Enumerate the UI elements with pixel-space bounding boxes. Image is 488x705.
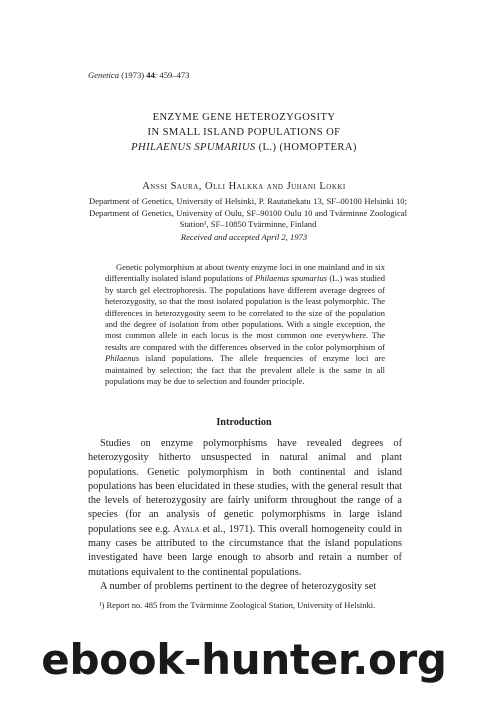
title-species: PHILAENUS SPUMARIUS (131, 142, 256, 153)
journal-name: Genetica (88, 70, 120, 80)
body-text (88, 437, 402, 594)
footnote (88, 600, 402, 612)
journal-citation (88, 70, 189, 80)
journal-year: (1973) (121, 70, 145, 80)
footnote-text: ¹) Report no. 485 from the Tvärminne Zoological Station, University of Helsinki. (99, 600, 376, 610)
paper-title (60, 110, 428, 155)
abstract-text-2: (L.) was studied by starch gel electrophoresis. The populations have different average degrees of heterozygosity, so that the most isolated population is the least polymorphic. The differences in heterozygosity seem to be correlated to the size of the population and the degree of isolation from other populations. With a single exception, the most common allele in each locus is the most common one everywhere. The results are compared with the differences observed in the color polymorphism of (105, 273, 386, 352)
affiliation: Department of Genetics, University of Helsinki, P. Rautatiekatu 13, SF–00100 Helsinki 10; Department of Genetics, University of Oulu, SF–90100 Oulu 10 and Tvärminne Zoological Station¹, SF–10850 Tvärminne, Finland (89, 196, 407, 229)
body-text-1b: et al., 1971). This overall homogeneity could in many cases be attributed to the circumstance that the island populations investigated have been large enough to absorb and retain a number of mutations equivalent to the continental populations. (88, 523, 402, 578)
title-line-3 (60, 140, 428, 155)
body-paragraph-2: A number of problems pertinent to the degree of heterozygosity set (100, 580, 377, 592)
title-line-3-rest: (L.) (HOMOPTERA) (255, 142, 357, 153)
journal-pages: : 459–473 (154, 70, 190, 80)
abstract-genus: Philaenus (105, 353, 139, 364)
abstract-paragraph (105, 262, 385, 387)
body-paragraph-1 (88, 437, 402, 580)
abstract-text-1: Genetic polymorphism at about twenty enzyme loci in one mainland and in six differentially isolated island populations of (105, 262, 385, 284)
citation-author: Ayala (173, 523, 200, 535)
section-heading: Introduction (216, 417, 272, 428)
journal-volume: 44 (146, 70, 155, 80)
received-date: Received and accepted April 2, 1973 (180, 232, 308, 242)
body-text-1a: Studies on enzyme polymorphisms have revealed degrees of heterozygosity hitherto unsuspected in natural animal and plant populations. Genetic polymorphism in both continental and island populations has been elucidated in these studies, with the general result that the levels of heterozygosity are fairly uniform throughout the range of a species (for an analysis of genetic polymorphisms in large island populations see e.g. (88, 438, 402, 535)
abstract-species: Philaenus spumarius (255, 273, 327, 284)
abstract-text-3: island populations. The allele frequencies of enzyme loci are maintained by selection; the fact that the prevalent allele is the same in all populations may be due to selection and founder principle. (105, 353, 385, 387)
authors: Anssi Saura, Olli Halkka and Juhani Lokki (142, 181, 346, 192)
title-line-2: IN SMALL ISLAND POPULATIONS OF (147, 127, 341, 138)
watermark-text: ebook-hunter.org (41, 635, 447, 684)
abstract (105, 262, 385, 387)
title-line-1: ENZYME GENE HETEROZYGOSITY (152, 112, 336, 123)
